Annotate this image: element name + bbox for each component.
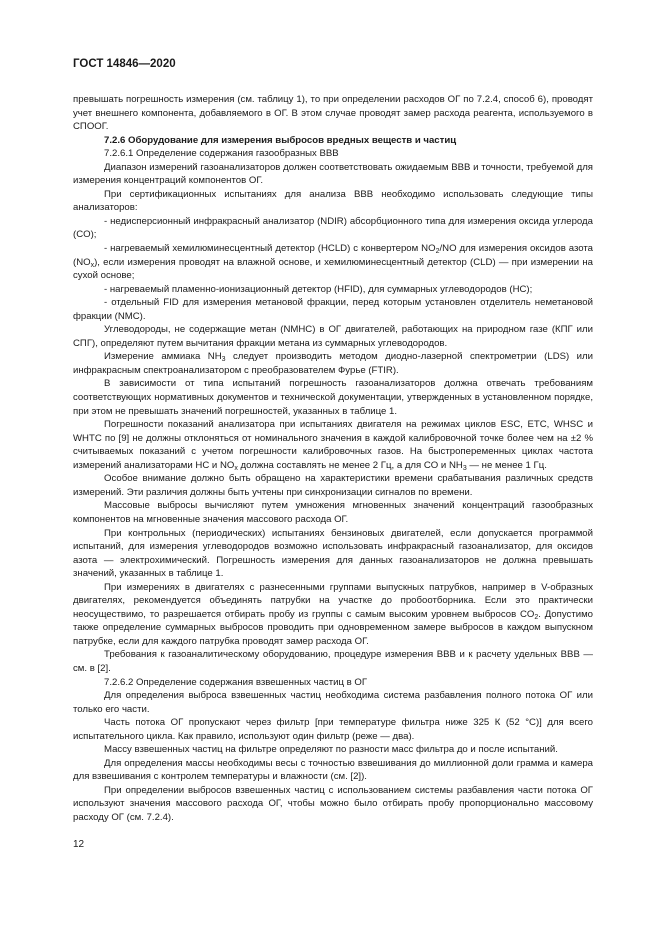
paragraph: При определении выбросов взвешенных частиц с использованием системы разбавления части потока ОГ используют значения массового расхода ОГ, чтобы можно было отбирать пробу пропорционально массовому расходу ОГ (см. 7.2.4). (73, 784, 593, 823)
paragraph: Погрешности показаний анализатора при испытаниях двигателя на режимах циклов ESC, ETC, WHSC и WHTC по [9] не должны отклоняться от номинального значения в каждой калибровочной точке более чем на ±2 % считываемых показаний с учетом погрешности калибровочных газов. На быстропеременных циклах частота измерений анализаторами HC и $NO_x$ должна составлять не менее 2 Гц, а для CO и $NH_3$ — не менее 1 Гц. (73, 419, 593, 472)
paragraph: Особое внимание должно быть обращено на характеристики времени срабатывания различных средств измерений. Эти различия должны быть учтены при синхронизации сигналов по времени. (73, 473, 593, 498)
section-heading: 7.2.6 Оборудование для измерения выбросов вредных веществ и частиц (104, 134, 457, 146)
subsection-heading: 7.2.6.1 Определение содержания газообразных ВВВ (104, 148, 339, 160)
page-header: ГОСТ 14846—2020 (73, 58, 176, 70)
paragraph: Углеводороды, не содержащие метан (NMHC) в ОГ двигателей, работающих на природном газе (КПГ или СПГ), определяют путем вычитания фракции метана из суммарных углеводородов. (73, 324, 593, 349)
paragraph: Измерение аммиака $NH_3$ следует производить методом диодно-лазерной спектрометрии (LDS) или инфракрасным спектроанализатором с преобразователем Фурье (FTIR). (73, 351, 593, 376)
list-item: - нагреваемый пламенно-ионизационный детектор (HFID), для суммарных углеводородов (HC); (104, 283, 533, 295)
subsection-heading: 7.2.6.2 Определение содержания взвешенных частиц в ОГ (104, 676, 368, 688)
list-item: - недисперсионный инфракрасный анализатор (NDIR) абсорбционного типа для измерения оксида углерода (CO); (73, 215, 593, 241)
page-number: 12 (73, 839, 85, 850)
paragraph: Часть потока ОГ пропускают через фильтр [при температуре фильтра ниже 325 К (52 °С)] для всего испытательного цикла. Как правило, используют один фильтр (реже — два). (73, 717, 593, 742)
paragraph: Массовые выбросы вычисляют путем умножения мгновенных значений концентраций газообразных компонентов на мгновенные значения массового расхода ОГ. (73, 500, 593, 525)
paragraph: Для определения массы необходимы весы с точностью взвешивания до миллионной доли грамма и камера для взвешивания с контролем температуры и влажности (см. [2]). (73, 757, 593, 783)
paragraph: При сертификационных испытаниях для анализа ВВВ необходимо использовать следующие типы анализаторов: (73, 188, 593, 214)
paragraph: При измерениях в двигателях с разнесенными группами выпускных патрубков, например в V-образных двигателях, рекомендуется объединять патрубки на участке до пробоотборника. Если это практически неосуществимо, то разрешается отбирать пробу из группы с самым высоким уровнем выбросов $CO_2$. Допустимо также определение суммарных выбросов проводить при одновременном замере выбросов в каждом выпускном патрубке, если для каждого патрубка проводят замер расхода ОГ. (73, 581, 593, 647)
paragraph: В зависимости от типа испытаний погрешность газоанализаторов должна отвечать требованиям соответствующих нормативных документов и технической документации, утвержденных в установленном порядке, при этом не превышать значений погрешностей, указанных в таблице 1. (73, 378, 593, 417)
paragraph: Массу взвешенных частиц на фильтре определяют по разности масс фильтра до и после испытаний. (104, 744, 558, 756)
body-text (73, 93, 593, 825)
list-item: - нагреваемый хемилюминесцентный детектор (HCLD) с конвертером $NO_2/NO$ для измерения оксидов азота $(NO_x)$, если измерения проводят на влажной основе, и хемилюминесцентный детектор (CLD) — при измерении на сухой основе; (73, 243, 593, 282)
paragraph: Для определения выброса взвешенных частиц необходима система разбавления полного потока ОГ или только его части. (73, 690, 593, 715)
paragraph: Диапазон измерений газоанализаторов должен соответствовать ожидаемым ВВВ и точности, требуемой для измерения концентраций компонентов ОГ. (73, 161, 593, 187)
list-item: - отдельный FID для измерения метановой фракции, перед которым установлен отделитель неметановой фракции (NMC). (73, 297, 593, 322)
paragraph: превышать погрешность измерения (см. таблицу 1), то при определении расходов ОГ по 7.2.4, способ 6), проводят учет внешнего компонента, добавляемого в ОГ. В этом случае проводят замер расхода реагента, используемого в СПООГ. (73, 94, 593, 133)
paragraph: Требования к газоаналитическому оборудованию, процедуре измерения ВВВ и к расчету удельных ВВВ — см. в [2]. (73, 649, 593, 674)
paragraph: При контрольных (периодических) испытаниях бензиновых двигателей, если допускается программой испытаний, для измерения углеводородов возможно использовать инфракрасный газоанализатор, для оксидов азота — электрохимический. Погрешность измерения для данных газоанализаторов не должна превышать значений, указанных в таблице 1. (73, 527, 593, 580)
